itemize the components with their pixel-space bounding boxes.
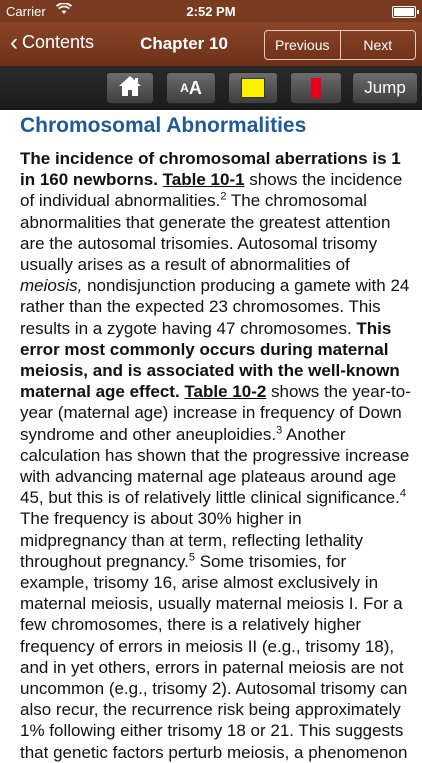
table-10-1-link[interactable]: Table 10-1: [162, 170, 245, 190]
text-size-button[interactable]: [166, 72, 216, 104]
back-button[interactable]: [10, 28, 95, 56]
chapter-title: Chapter 10: [140, 34, 228, 53]
prev-next-control: [264, 30, 416, 60]
text-span: nondisjunction producing a gamete with 24 rather than the expected 23 chromosomes. This results in a zygote having 47 chromosomes.: [20, 276, 410, 338]
bookmark-button[interactable]: [290, 72, 342, 104]
sticky-note-icon: [241, 78, 265, 98]
italic-term: meiosis,: [20, 276, 83, 296]
clock: 2:52 PM: [186, 4, 236, 19]
emphasis-text: The incidence of chromosomal aberrations is 1 in 160 newborns.: [20, 149, 401, 190]
text-span: shows the incidence of individual abnormalities.: [20, 170, 403, 211]
back-label: Contents: [22, 32, 95, 52]
section-heading: Chromosomal Abnormalities: [20, 114, 307, 137]
article-content: [20, 110, 412, 763]
table-10-2-link[interactable]: Table 10-2: [184, 382, 267, 402]
reference-4[interactable]: 4: [399, 487, 406, 500]
bookmark-icon: [311, 78, 321, 98]
carrier-label: Carrier: [6, 4, 46, 19]
article-paragraph: [20, 148, 412, 763]
text-size-large-icon: A: [188, 77, 202, 98]
text-size-small-icon: A: [180, 81, 189, 95]
text-span: shows the year-to-year (maternal age) increase in frequency of Down syndrome and other aneuploidies.: [20, 382, 411, 444]
chevron-left-icon: ‹: [10, 28, 18, 56]
battery-icon: [392, 6, 416, 18]
next-button[interactable]: Next: [340, 31, 416, 59]
reference-2[interactable]: 2: [220, 190, 227, 203]
reference-3[interactable]: 3: [276, 423, 283, 436]
house-icon: [118, 75, 142, 102]
previous-button[interactable]: Previous: [275, 37, 330, 53]
status-bar: [0, 0, 422, 22]
emphasis-text: This error most commonly occurs during maternal meiosis, and is associated with the well-known maternal age effect.: [20, 318, 400, 402]
navigation-bar: [0, 22, 422, 66]
note-button[interactable]: [228, 72, 278, 104]
reader-toolbar: [0, 66, 422, 110]
reference-5[interactable]: 5: [188, 551, 195, 564]
home-button[interactable]: [106, 72, 154, 104]
text-span: The frequency is about 30% higher in midpregnancy than at term, reflecting lethality throughout pregnancy.: [20, 509, 364, 571]
text-span: Some trisomies, for example, trisomy 16, arise almost exclusively in maternal meiosis, usually maternal meiosis I. For a few chromosomes, there is a relatively higher frequency of errors in meiosis II (e.g., trisomy 18), and in yet others, errors in paternal meiosis are not uncommon (e.g., trisomy 2). Autosomal trisomy can also recur, the recurrence risk being approximately 1% following either trisomy 18 or 21. This suggests that genetic factors perturb meiosis, a phenomenon: [20, 551, 408, 762]
text-span: Another calculation has shown that the progressive increase with advancing maternal age plateaus around age 45, but this is of relatively little clinical significance.: [20, 424, 410, 508]
jump-button[interactable]: Jump: [352, 72, 418, 104]
text-span: The chromosomal abnormalities that generate the greatest attention are the autosomal trisomies. Autosomal trisomy usually arises as a result of abnormalities of: [20, 191, 391, 275]
